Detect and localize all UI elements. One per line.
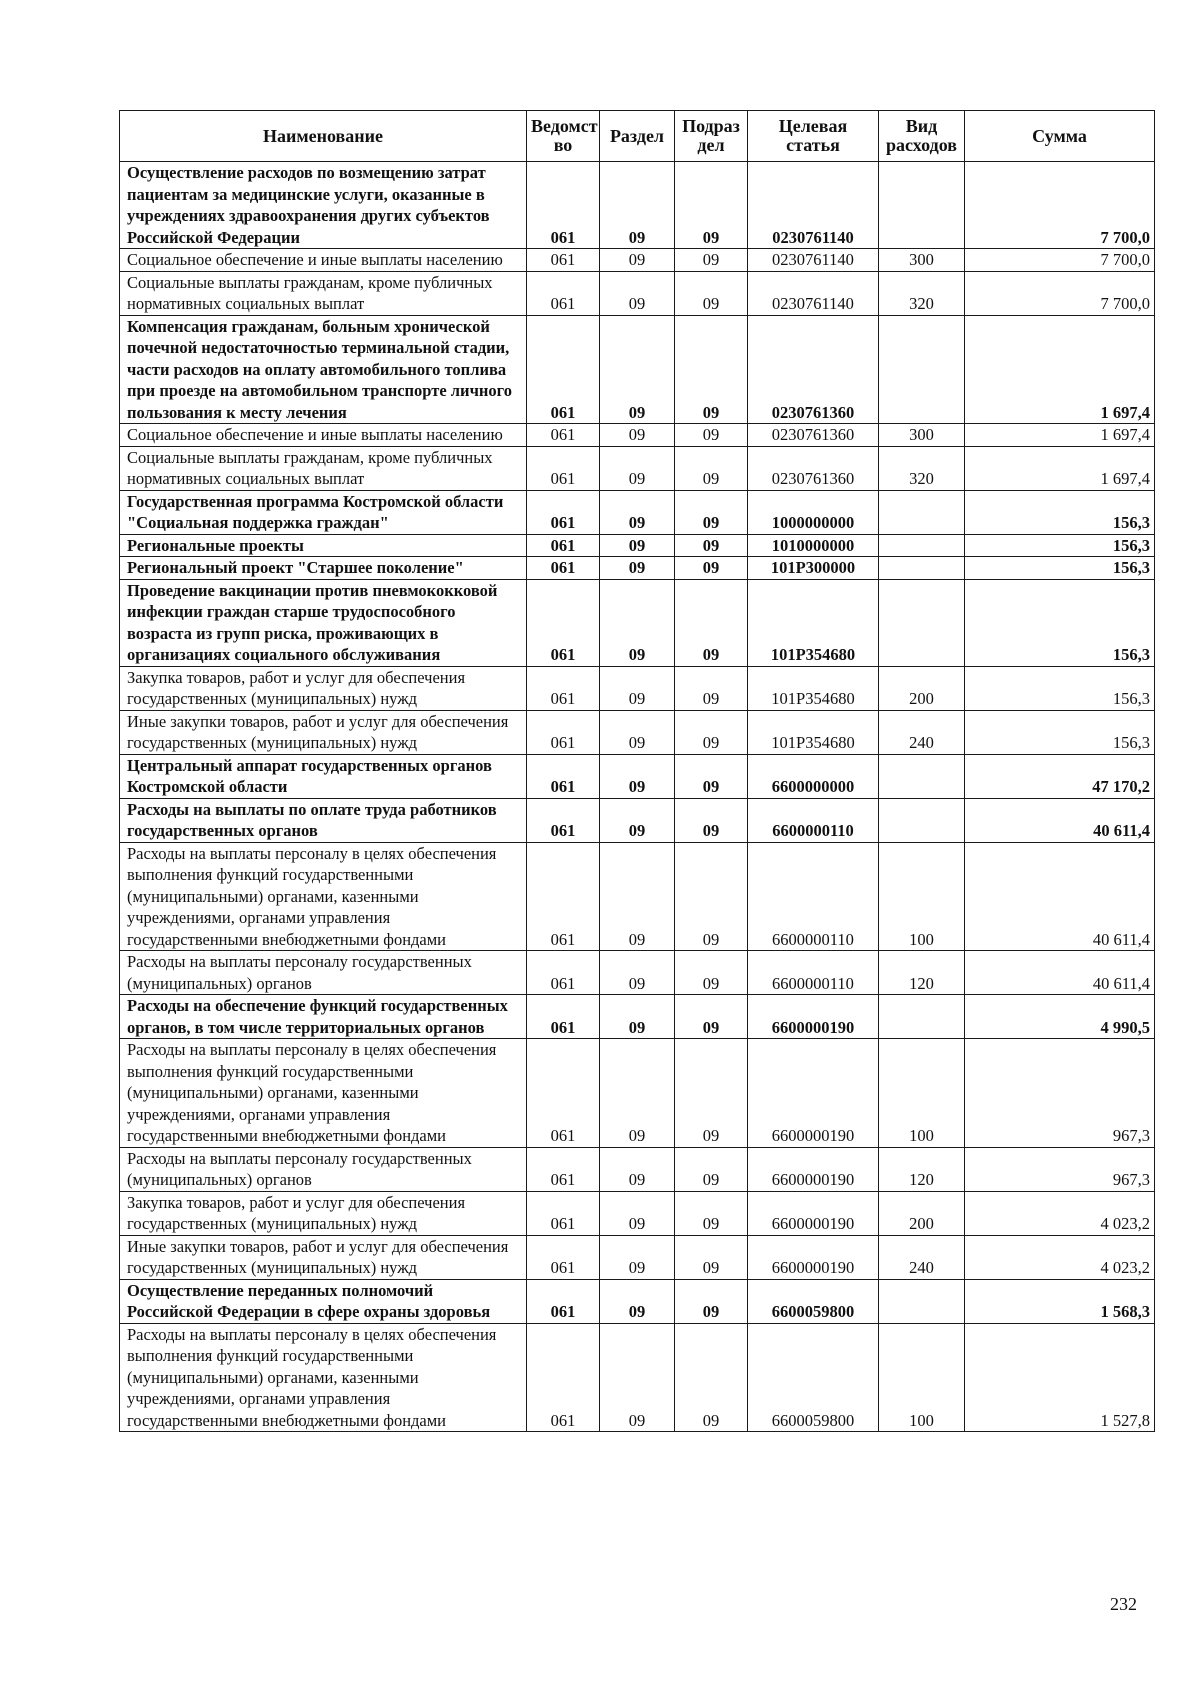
cell-celevaya: 0230761360 [748,424,879,447]
cell-celevaya: 6600059800 [748,1323,879,1432]
cell-summa: 40 611,4 [965,951,1155,995]
cell-name: Социальное обеспечение и иные выплаты населению [120,424,527,447]
cell-vedomstvo: 061 [527,951,600,995]
cell-razdel: 09 [600,579,675,666]
page-number: 232 [1110,1594,1137,1614]
cell-vid [879,754,965,798]
cell-podrazdel: 09 [675,162,748,249]
cell-vid [879,1279,965,1323]
table-row [120,271,1155,315]
table-row [120,995,1155,1039]
cell-razdel: 09 [600,490,675,534]
cell-vid: 100 [879,842,965,951]
cell-vid: 120 [879,1147,965,1191]
cell-podrazdel: 09 [675,557,748,580]
cell-name: Иные закупки товаров, работ и услуг для обеспечения государственных (муниципальных) нужд [120,1235,527,1279]
cell-razdel: 09 [600,666,675,710]
cell-vid: 240 [879,710,965,754]
cell-name: Региональные проекты [120,534,527,557]
table-row [120,1279,1155,1323]
cell-vedomstvo: 061 [527,424,600,447]
cell-vid: 200 [879,666,965,710]
cell-vid: 240 [879,1235,965,1279]
cell-podrazdel: 09 [675,1279,748,1323]
cell-name: Центральный аппарат государственных органов Костромской области [120,754,527,798]
table-row [120,951,1155,995]
cell-celevaya: 6600000190 [748,1235,879,1279]
cell-razdel: 09 [600,995,675,1039]
cell-summa: 7 700,0 [965,162,1155,249]
cell-celevaya: 101P300000 [748,557,879,580]
cell-summa: 7 700,0 [965,271,1155,315]
header-vid: Вид расходов [879,111,965,162]
table-row [120,424,1155,447]
cell-summa: 47 170,2 [965,754,1155,798]
cell-podrazdel: 09 [675,710,748,754]
cell-celevaya: 6600000190 [748,1191,879,1235]
cell-name: Расходы на выплаты персоналу в целях обеспечения выполнения функций государственными (муниципальными) органами, казенными учреждениями, органами управления государственными внебюджетными фондами [120,1323,527,1432]
cell-podrazdel: 09 [675,271,748,315]
cell-vid: 300 [879,249,965,272]
cell-vedomstvo: 061 [527,754,600,798]
cell-summa: 156,3 [965,579,1155,666]
cell-name: Социальные выплаты гражданам, кроме публичных нормативных социальных выплат [120,446,527,490]
cell-razdel: 09 [600,1323,675,1432]
header-name: Наименование [120,111,527,162]
cell-vid: 200 [879,1191,965,1235]
cell-celevaya: 101P354680 [748,710,879,754]
cell-razdel: 09 [600,1147,675,1191]
cell-podrazdel: 09 [675,754,748,798]
cell-summa: 1 697,4 [965,446,1155,490]
cell-razdel: 09 [600,315,675,424]
cell-vedomstvo: 061 [527,579,600,666]
cell-vedomstvo: 061 [527,1191,600,1235]
cell-vid: 320 [879,446,965,490]
cell-vedomstvo: 061 [527,315,600,424]
header-summa: Сумма [965,111,1155,162]
cell-celevaya: 101P354680 [748,579,879,666]
cell-vedomstvo: 061 [527,534,600,557]
cell-razdel: 09 [600,534,675,557]
cell-vedomstvo: 061 [527,666,600,710]
cell-vid: 100 [879,1323,965,1432]
cell-podrazdel: 09 [675,951,748,995]
cell-razdel: 09 [600,162,675,249]
cell-vedomstvo: 061 [527,1279,600,1323]
cell-vid [879,162,965,249]
cell-name: Региональный проект "Старшее поколение" [120,557,527,580]
cell-vedomstvo: 061 [527,710,600,754]
cell-summa: 156,3 [965,666,1155,710]
cell-podrazdel: 09 [675,798,748,842]
cell-vedomstvo: 061 [527,1235,600,1279]
cell-razdel: 09 [600,951,675,995]
table-row [120,1039,1155,1148]
table-row [120,1235,1155,1279]
cell-vid [879,315,965,424]
header-vedomstvo: Ведомст во [527,111,600,162]
table-row [120,666,1155,710]
cell-summa: 40 611,4 [965,842,1155,951]
cell-podrazdel: 09 [675,1235,748,1279]
table-row [120,249,1155,272]
cell-name: Расходы на обеспечение функций государственных органов, в том числе территориальных органов [120,995,527,1039]
cell-razdel: 09 [600,446,675,490]
cell-podrazdel: 09 [675,842,748,951]
cell-summa: 4 023,2 [965,1235,1155,1279]
cell-summa: 7 700,0 [965,249,1155,272]
cell-name: Социальные выплаты гражданам, кроме публичных нормативных социальных выплат [120,271,527,315]
cell-vid [879,557,965,580]
cell-vedomstvo: 061 [527,798,600,842]
cell-name: Иные закупки товаров, работ и услуг для обеспечения государственных (муниципальных) нужд [120,710,527,754]
cell-podrazdel: 09 [675,1191,748,1235]
cell-celevaya: 0230761140 [748,271,879,315]
cell-vedomstvo: 061 [527,490,600,534]
table-row [120,490,1155,534]
cell-summa: 156,3 [965,534,1155,557]
cell-name: Расходы на выплаты персоналу в целях обеспечения выполнения функций государственными (муниципальными) органами, казенными учреждениями, органами управления государственными внебюджетными фондами [120,1039,527,1148]
cell-name: Закупка товаров, работ и услуг для обеспечения государственных (муниципальных) нужд [120,666,527,710]
cell-summa: 156,3 [965,557,1155,580]
cell-vedomstvo: 061 [527,249,600,272]
cell-name: Государственная программа Костромской области "Социальная поддержка граждан" [120,490,527,534]
cell-razdel: 09 [600,798,675,842]
cell-celevaya: 0230761360 [748,446,879,490]
cell-podrazdel: 09 [675,249,748,272]
cell-name: Компенсация гражданам, больным хронической почечной недостаточностью терминальной стадии, части расходов на оплату автомобильного топлива при проезде на автомобильном транспорте личного пользования к месту лечения [120,315,527,424]
cell-celevaya: 101P354680 [748,666,879,710]
cell-celevaya: 6600000190 [748,1039,879,1148]
cell-summa: 40 611,4 [965,798,1155,842]
cell-vid: 300 [879,424,965,447]
cell-celevaya: 6600000110 [748,842,879,951]
table-row [120,557,1155,580]
table-row [120,162,1155,249]
table-header-row [120,111,1155,162]
cell-summa: 1 697,4 [965,315,1155,424]
cell-podrazdel: 09 [675,490,748,534]
cell-name: Расходы на выплаты персоналу в целях обеспечения выполнения функций государственными (муниципальными) органами, казенными учреждениями, органами управления государственными внебюджетными фондами [120,842,527,951]
cell-celevaya: 6600000190 [748,995,879,1039]
cell-razdel: 09 [600,424,675,447]
cell-name: Проведение вакцинации против пневмококковой инфекции граждан старше трудоспособного возраста из групп риска, проживающих в организациях социального обслуживания [120,579,527,666]
cell-podrazdel: 09 [675,666,748,710]
cell-vedomstvo: 061 [527,1147,600,1191]
cell-razdel: 09 [600,1039,675,1148]
cell-name: Расходы на выплаты персоналу государственных (муниципальных) органов [120,1147,527,1191]
cell-summa: 4 023,2 [965,1191,1155,1235]
cell-razdel: 09 [600,842,675,951]
cell-name: Расходы на выплаты персоналу государственных (муниципальных) органов [120,951,527,995]
cell-summa: 4 990,5 [965,995,1155,1039]
cell-podrazdel: 09 [675,315,748,424]
table-row [120,1323,1155,1432]
cell-vid [879,798,965,842]
cell-podrazdel: 09 [675,1147,748,1191]
cell-podrazdel: 09 [675,1323,748,1432]
cell-celevaya: 0230761140 [748,162,879,249]
header-podrazdel: Подраз дел [675,111,748,162]
cell-vid [879,579,965,666]
cell-vedomstvo: 061 [527,162,600,249]
table-row [120,1191,1155,1235]
cell-name: Осуществление расходов по возмещению затрат пациентам за медицинские услуги, оказанные в учреждениях здравоохранения других субъектов Российской Федерации [120,162,527,249]
cell-summa: 1 697,4 [965,424,1155,447]
table-row [120,579,1155,666]
cell-celevaya: 1010000000 [748,534,879,557]
cell-celevaya: 0230761140 [748,249,879,272]
table-row [120,798,1155,842]
cell-celevaya: 6600000110 [748,951,879,995]
cell-celevaya: 1000000000 [748,490,879,534]
budget-table [119,110,1155,1432]
cell-razdel: 09 [600,249,675,272]
cell-vid: 320 [879,271,965,315]
cell-celevaya: 6600000110 [748,798,879,842]
cell-summa: 1 568,3 [965,1279,1155,1323]
table-row [120,446,1155,490]
cell-podrazdel: 09 [675,424,748,447]
table-row [120,842,1155,951]
cell-celevaya: 6600000190 [748,1147,879,1191]
cell-summa: 156,3 [965,490,1155,534]
cell-razdel: 09 [600,710,675,754]
cell-vid [879,995,965,1039]
cell-vedomstvo: 061 [527,557,600,580]
cell-vedomstvo: 061 [527,842,600,951]
cell-razdel: 09 [600,1191,675,1235]
cell-celevaya: 0230761360 [748,315,879,424]
cell-vid [879,490,965,534]
table-row [120,315,1155,424]
cell-name: Расходы на выплаты по оплате труда работников государственных органов [120,798,527,842]
table-body [120,162,1155,1432]
table-row [120,754,1155,798]
table-row [120,710,1155,754]
table-row [120,1147,1155,1191]
cell-razdel: 09 [600,1235,675,1279]
cell-vedomstvo: 061 [527,271,600,315]
header-razdel: Раздел [600,111,675,162]
cell-name: Осуществление переданных полномочий Российской Федерации в сфере охраны здоровья [120,1279,527,1323]
cell-razdel: 09 [600,1279,675,1323]
cell-vedomstvo: 061 [527,1323,600,1432]
header-celevaya: Целевая статья [748,111,879,162]
cell-celevaya: 6600059800 [748,1279,879,1323]
cell-podrazdel: 09 [675,1039,748,1148]
cell-summa: 967,3 [965,1039,1155,1148]
cell-razdel: 09 [600,754,675,798]
cell-vid: 120 [879,951,965,995]
cell-name: Социальное обеспечение и иные выплаты населению [120,249,527,272]
cell-podrazdel: 09 [675,995,748,1039]
cell-vedomstvo: 061 [527,1039,600,1148]
cell-vedomstvo: 061 [527,995,600,1039]
cell-podrazdel: 09 [675,534,748,557]
cell-celevaya: 6600000000 [748,754,879,798]
cell-razdel: 09 [600,557,675,580]
cell-vid: 100 [879,1039,965,1148]
cell-podrazdel: 09 [675,446,748,490]
cell-summa: 1 527,8 [965,1323,1155,1432]
cell-podrazdel: 09 [675,579,748,666]
cell-name: Закупка товаров, работ и услуг для обеспечения государственных (муниципальных) нужд [120,1191,527,1235]
cell-summa: 156,3 [965,710,1155,754]
cell-razdel: 09 [600,271,675,315]
cell-vedomstvo: 061 [527,446,600,490]
cell-vid [879,534,965,557]
table-row [120,534,1155,557]
cell-summa: 967,3 [965,1147,1155,1191]
